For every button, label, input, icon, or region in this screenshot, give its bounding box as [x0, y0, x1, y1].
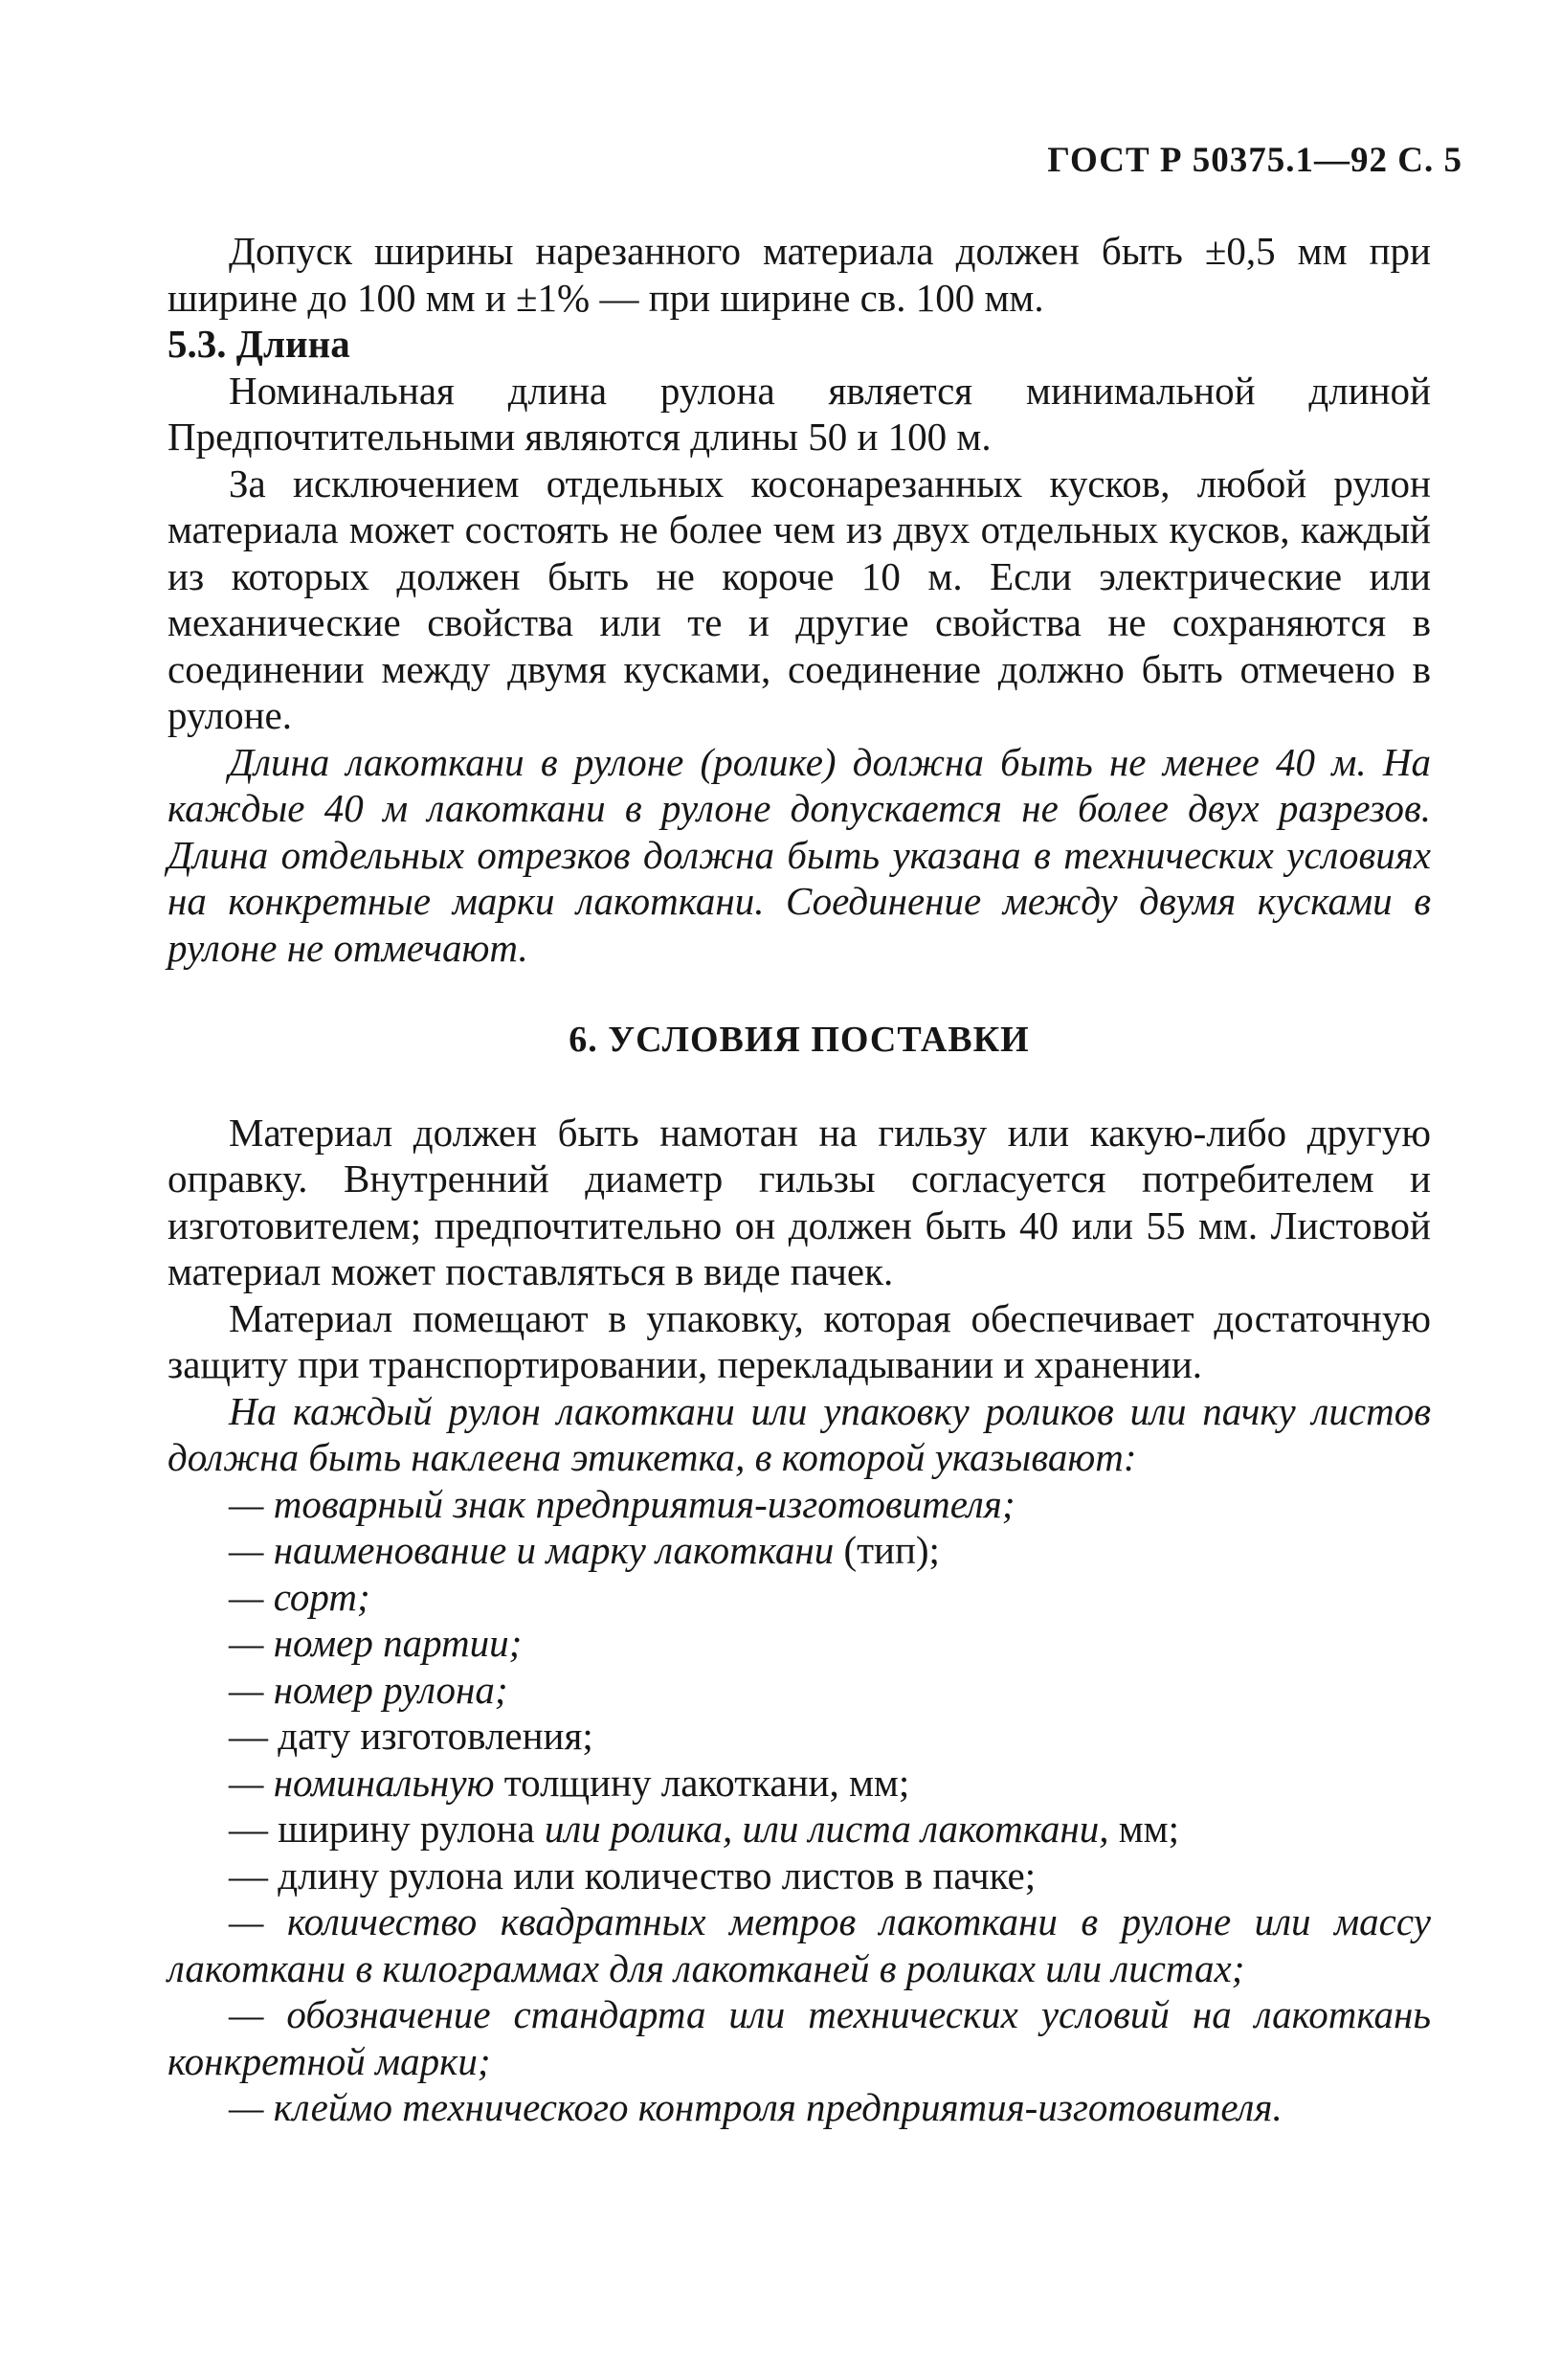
packaging-paragraph: Материал помещают в упаковку, которая обеспечивает достаточную защиту при транспортировании, перекладывании и хранении. [167, 1295, 1431, 1386]
label-item-thickness: — номинальную толщину лакоткани, мм; [229, 1760, 910, 1805]
winding-paragraph: Материал должен быть намотан на гильзу или какую-либо другую оправку. Внутренний диаметр гильзы согласуется потребителем и изготовителем; предпочтительно он должен быть 40 или 55 мм. Листовой материал может поставляться в виде пачек. [167, 1110, 1431, 1293]
section-5-3-heading: 5.3. Длина [167, 322, 350, 366]
label-item-date: — дату изготовления; [229, 1714, 593, 1758]
label-item-grade: — сорт; [229, 1574, 370, 1619]
label-item-stamp: — клеймо технического контроля предприятия-изготовителя. [229, 2085, 1283, 2129]
section-6-title: 6. УСЛОВИЯ ПОСТАВКИ [569, 1020, 1030, 1060]
fabric-length-paragraph: Длина лакоткани в рулоне (ролике) должна быть не менее 40 м. На каждые 40 м лакоткани в рулоне допускается не более двух разрезов. Длина отдельных отрезков должна быть указана в технических условиях на конкретные марки лакоткани. Соединение между двумя кусками в рулоне не отмечают. [167, 739, 1431, 970]
label-item-batch: — номер партии; [229, 1621, 523, 1665]
label-item-width: — ширину рулона или ролика, или листа лакоткани, мм; [229, 1807, 1180, 1851]
pieces-paragraph: За исключением отдельных косонарезанных кусков, любой рулон материала может состоять не более чем из двух отдельных кусков, каждый из которых должен быть не короче 10 м. Если электрические или механические свойства или те и другие свойства не сохраняются в соединении между двумя кусками, соединение должно быть отмечено в рулоне. [167, 460, 1431, 737]
label-paragraph: На каждый рулон лакоткани или упаковку роликов или пачку листов должна быть наклеена этикетка, в которой указывают: [167, 1388, 1431, 1479]
label-item-length: — длину рулона или количество листов в пачке; [229, 1852, 1037, 1897]
label-item-area: — количество квадратных метров лакоткани в рулоне или массу лакоткани в килограммах для лакотканей в роликах или листах; [167, 1899, 1431, 1990]
page-header: ГОСТ Р 50375.1—92 С. 5 [1047, 141, 1462, 180]
nominal-length-paragraph: Номинальная длина рулона является минимальной длиной Предпочтительными являются длины 50 и 100 м. [167, 368, 1431, 459]
label-item-roll-number: — номер рулона; [229, 1667, 508, 1712]
label-item-standard: — обозначение стандарта или технических условий на лакоткань конкретной марки; [167, 1992, 1431, 2083]
page-body [167, 228, 1431, 2131]
label-item-name: — наименование и марку лакоткани (тип); [229, 1528, 940, 1572]
label-item-trademark: — товарный знак предприятия-изготовителя; [229, 1481, 1015, 1526]
tolerance-paragraph: Допуск ширины нарезанного материала должен быть ±0,5 мм при ширине до 100 мм и ±1% — при ширине св. 100 мм. [167, 229, 1431, 320]
